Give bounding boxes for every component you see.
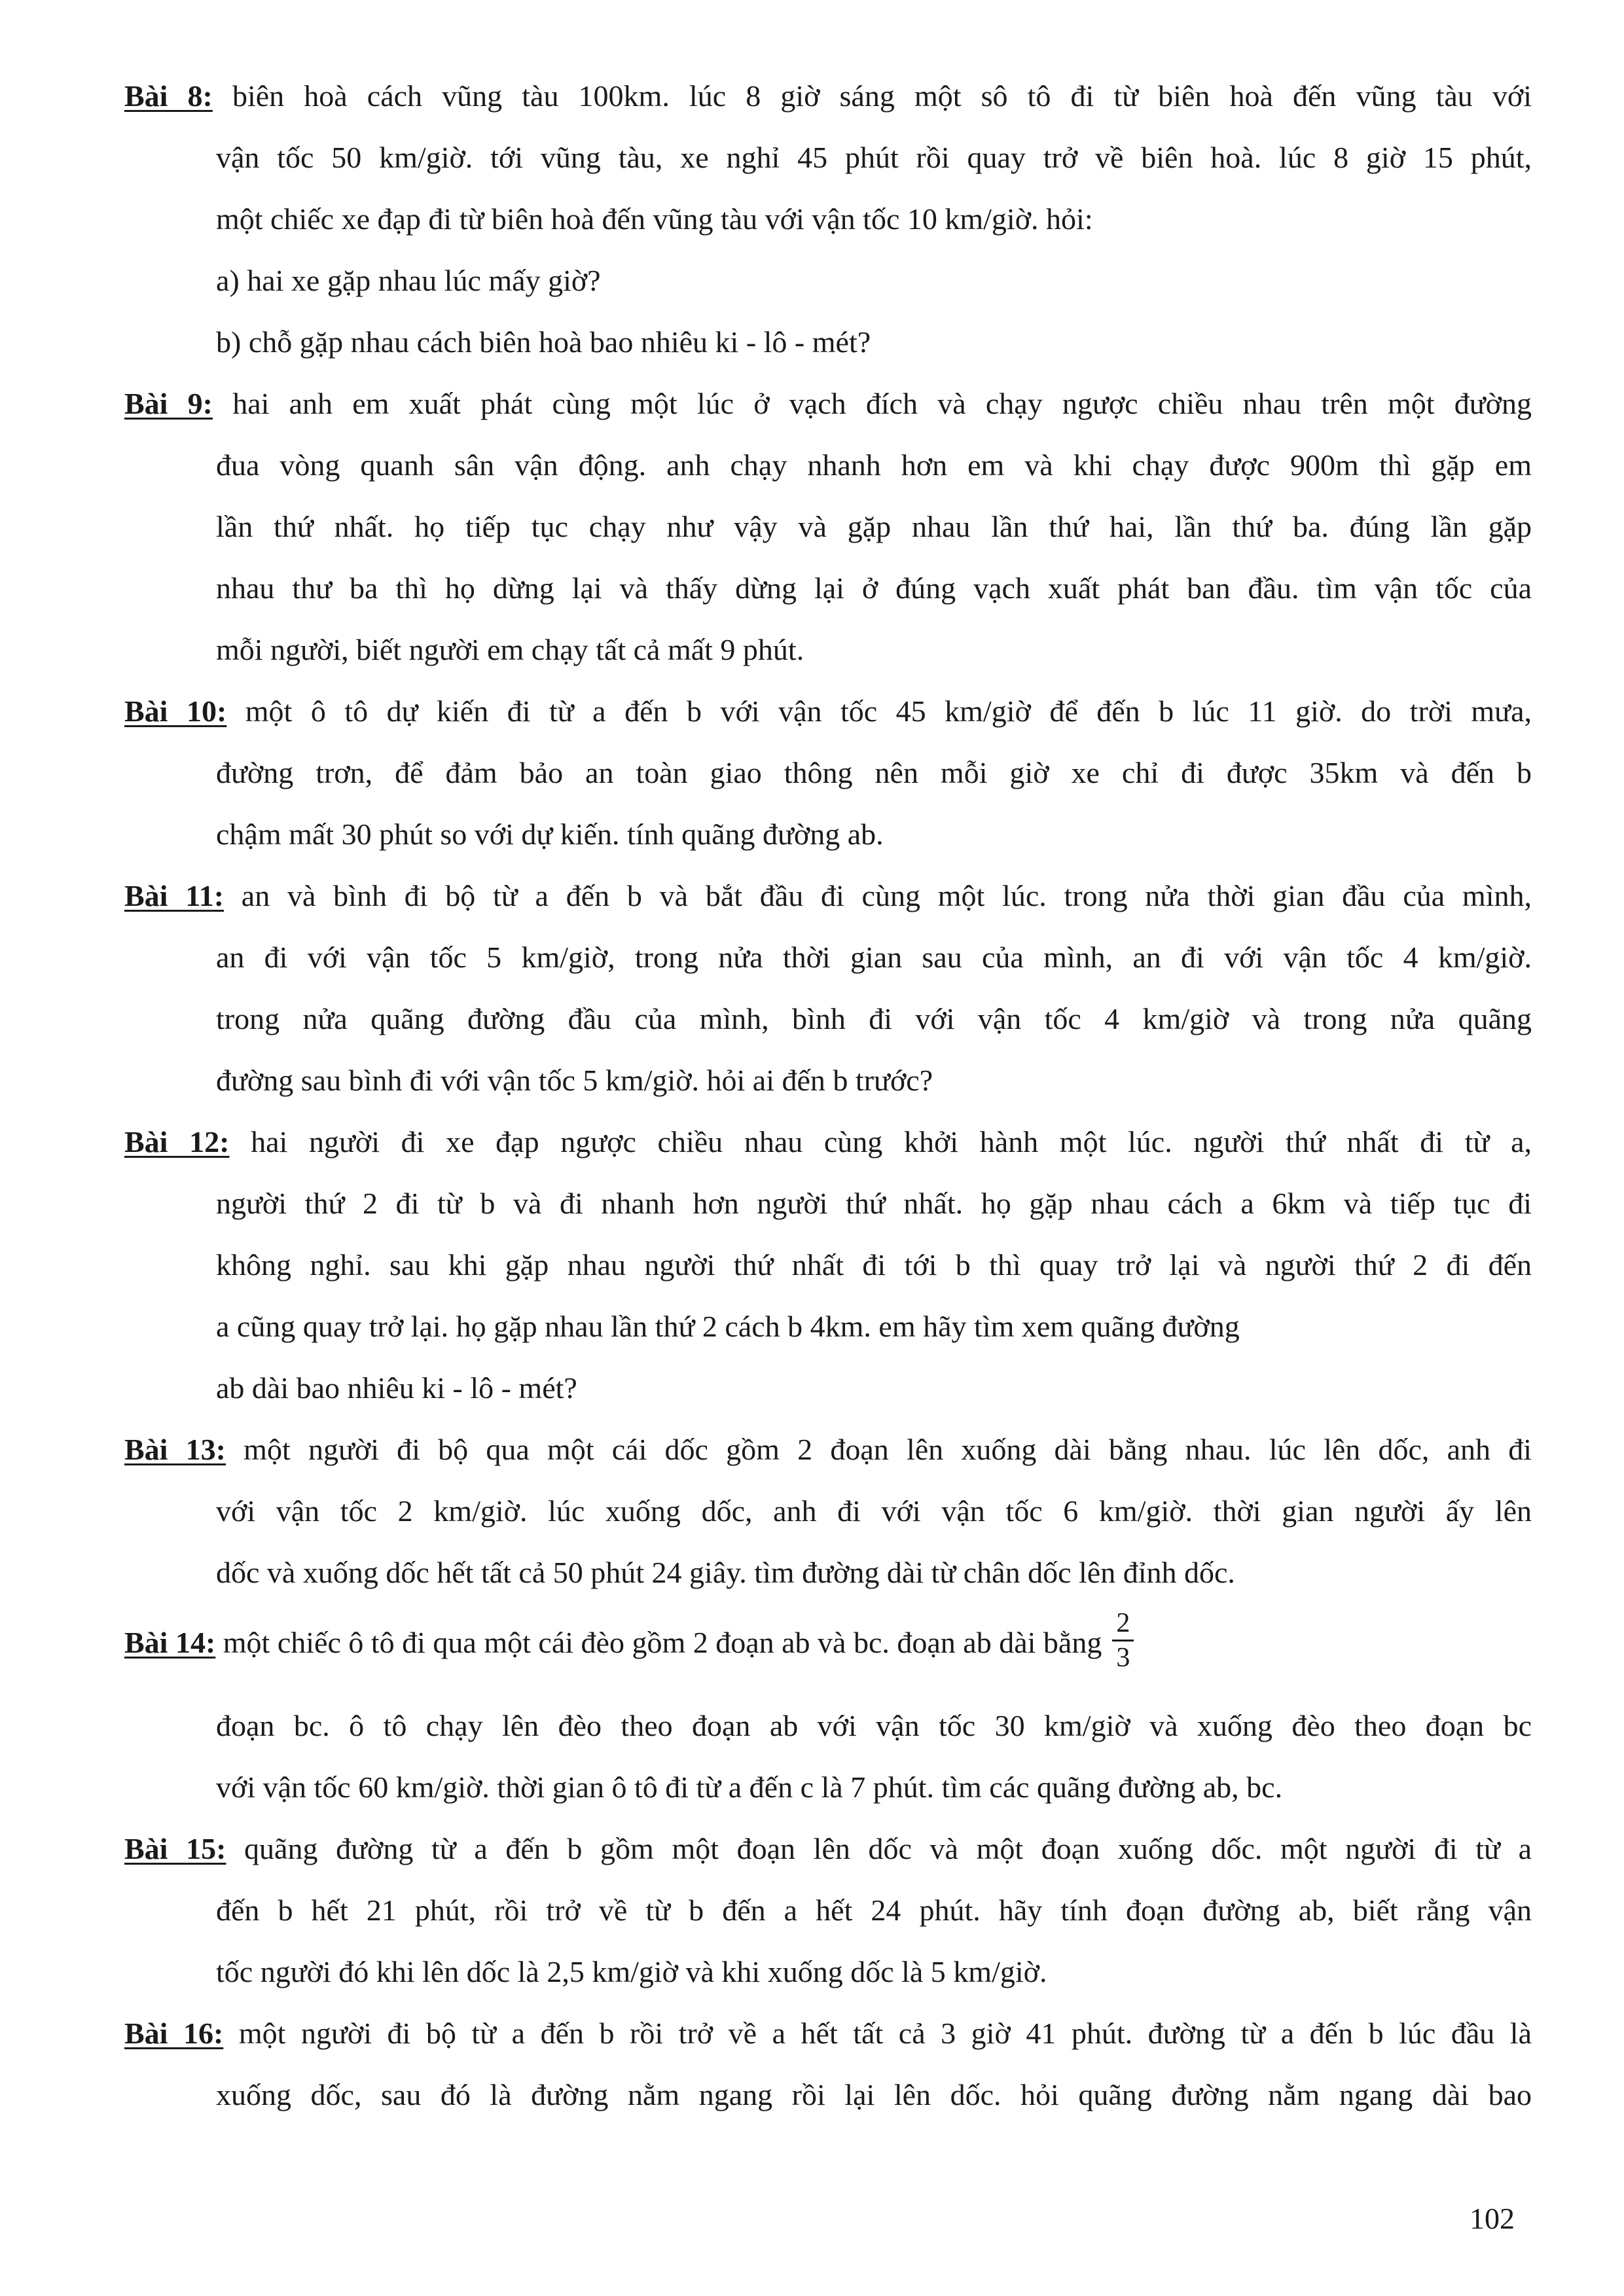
problem-text: một người đi bộ qua một cái dốc gồm 2 đoạn lên xuống dài bằng nhau. lúc lên dốc, anh đi bbox=[225, 1433, 1532, 1466]
page-number: 102 bbox=[1470, 2202, 1515, 2235]
problem-label: Bài 14: bbox=[124, 1626, 216, 1659]
problem-13 bbox=[124, 1419, 1532, 1604]
problem-line bbox=[124, 2003, 1532, 2064]
problem-line: người thứ 2 đi từ b và đi nhanh hơn người thứ nhất. họ gặp nhau cách a 6km và tiếp tục đi bbox=[216, 1187, 1532, 1220]
problem-line: mỗi người, biết người em chạy tất cả mất 9 phút. bbox=[216, 633, 804, 666]
problem-text: hai người đi xe đạp ngược chiều nhau cùng khởi hành một lúc. người thứ nhất đi từ a, bbox=[229, 1125, 1532, 1158]
problem-text: một ô tô dự kiến đi từ a đến b với vận tốc 45 km/giờ để đến b lúc 11 giờ. do trời mưa, bbox=[226, 694, 1532, 728]
problem-text: một người đi bộ từ a đến b rồi trở về a hết tất cả 3 giờ 41 phút. đường từ a đến b lúc đầu là bbox=[223, 2017, 1532, 2050]
problem-line: a cũng quay trở lại. họ gặp nhau lần thứ 2 cách b 4km. em hãy tìm xem quãng đường bbox=[216, 1310, 1240, 1343]
document-page bbox=[124, 65, 1532, 2126]
problem-label: Bài 16: bbox=[124, 2017, 224, 2050]
problem-line: lần thứ nhất. họ tiếp tục chạy như vậy và gặp nhau lần thứ hai, lần thứ ba. đúng lần gặp bbox=[216, 510, 1532, 543]
problem-line: vận tốc 50 km/giờ. tới vũng tàu, xe nghỉ 45 phút rồi quay trở về biên hoà. lúc 8 giờ 15 phút, bbox=[216, 141, 1532, 174]
problem-line: đường trơn, để đảm bảo an toàn giao thông nên mỗi giờ xe chỉ đi được 35km và đến b bbox=[216, 756, 1532, 789]
problem-text: biên hoà cách vũng tàu 100km. lúc 8 giờ sáng một sô tô đi từ biên hoà đến vũng tàu với bbox=[212, 79, 1532, 113]
fraction bbox=[1112, 1607, 1134, 1674]
problem-line: b) chỗ gặp nhau cách biên hoà bao nhiêu ki - lô - mét? bbox=[216, 325, 871, 359]
problem-line bbox=[124, 681, 1532, 742]
problem-label: Bài 11: bbox=[124, 879, 225, 912]
problem-line: với vận tốc 60 km/giờ. thời gian ô tô đi từ a đến c là 7 phút. tìm các quãng đường ab, bc. bbox=[216, 1770, 1283, 1804]
problem-line: đua vòng quanh sân vận động. anh chạy nhanh hơn em và khi chạy được 900m thì gặp em bbox=[216, 448, 1532, 482]
problem-line: đường sau bình đi với vận tốc 5 km/giờ. hỏi ai đến b trước? bbox=[216, 1064, 933, 1097]
problem-text: hai anh em xuất phát cùng một lúc ở vạch đích và chạy ngược chiều nhau trên một đường bbox=[213, 387, 1532, 420]
problem-line bbox=[124, 1419, 1532, 1480]
problem-line: với vận tốc 2 km/giờ. lúc xuống dốc, anh đi với vận tốc 6 km/giờ. thời gian người ấy lên bbox=[216, 1494, 1532, 1528]
problem-line bbox=[124, 65, 1532, 127]
problem-label: Bài 15: bbox=[124, 1832, 226, 1865]
problem-15 bbox=[124, 1818, 1532, 2003]
problem-line bbox=[124, 1604, 1532, 1682]
problem-line: chậm mất 30 phút so với dự kiến. tính quãng đường ab. bbox=[216, 817, 884, 851]
problem-11 bbox=[124, 865, 1532, 1111]
problem-line: không nghỉ. sau khi gặp nhau người thứ nhất đi tới b thì quay trở lại và người thứ 2 đi đến bbox=[216, 1248, 1532, 1282]
problem-line: dốc và xuống dốc hết tất cả 50 phút 24 giây. tìm đường dài từ chân dốc lên đỉnh dốc. bbox=[216, 1556, 1235, 1589]
problem-line: tốc người đó khi lên dốc là 2,5 km/giờ và khi xuống dốc là 5 km/giờ. bbox=[216, 1955, 1047, 1988]
problem-line bbox=[124, 1818, 1532, 1880]
problem-line: ab dài bao nhiêu ki - lô - mét? bbox=[216, 1371, 577, 1405]
problem-line: a) hai xe gặp nhau lúc mấy giờ? bbox=[216, 264, 601, 297]
problem-8 bbox=[124, 65, 1532, 373]
problem-12 bbox=[124, 1111, 1532, 1419]
problem-line bbox=[124, 1111, 1532, 1173]
problem-label: Bài 10: bbox=[124, 694, 227, 728]
problem-line: đến b hết 21 phút, rồi trở về từ b đến a hết 24 phút. hãy tính đoạn đường ab, biết rằng vận bbox=[216, 1893, 1532, 1927]
problem-line bbox=[124, 373, 1532, 435]
problem-line: xuống dốc, sau đó là đường nằm ngang rồi lại lên dốc. hỏi quãng đường nằm ngang dài bao bbox=[216, 2078, 1532, 2111]
problem-line bbox=[124, 865, 1532, 927]
problem-14 bbox=[124, 1604, 1532, 1818]
problem-9 bbox=[124, 373, 1532, 681]
problem-label: Bài 8: bbox=[124, 79, 213, 113]
problem-line: một chiếc xe đạp đi từ biên hoà đến vũng tàu với vận tốc 10 km/giờ. hỏi: bbox=[216, 202, 1093, 236]
problem-16 bbox=[124, 2003, 1532, 2126]
problem-label: Bài 9: bbox=[124, 387, 213, 420]
problem-line: đoạn bc. ô tô chạy lên đèo theo đoạn ab với vận tốc 30 km/giờ và xuống đèo theo đoạn bc bbox=[216, 1709, 1532, 1742]
problem-text: một chiếc ô tô đi qua một cái đèo gồm 2 đoạn ab và bc. đoạn ab dài bằng bbox=[215, 1626, 1102, 1659]
problem-line: trong nửa quãng đường đầu của mình, bình đi với vận tốc 4 km/giờ và trong nửa quãng bbox=[216, 1002, 1532, 1035]
problem-text: an và bình đi bộ từ a đến b và bắt đầu đi cùng một lúc. trong nửa thời gian đầu của mình, bbox=[224, 879, 1532, 912]
problem-text: quãng đường từ a đến b gồm một đoạn lên dốc và một đoạn xuống dốc. một người đi từ a bbox=[226, 1832, 1532, 1865]
problem-line: an đi với vận tốc 5 km/giờ, trong nửa thời gian sau của mình, an đi với vận tốc 4 km/giờ. bbox=[216, 941, 1532, 974]
problem-10 bbox=[124, 681, 1532, 865]
fraction-numerator: 2 bbox=[1112, 1607, 1134, 1641]
problem-label: Bài 12: bbox=[124, 1125, 230, 1158]
fraction-denominator: 3 bbox=[1116, 1642, 1130, 1673]
problem-label: Bài 13: bbox=[124, 1433, 226, 1466]
problem-line: nhau thư ba thì họ dừng lại và thấy dừng lại ở đúng vạch xuất phát ban đầu. tìm vận tốc của bbox=[216, 571, 1532, 605]
